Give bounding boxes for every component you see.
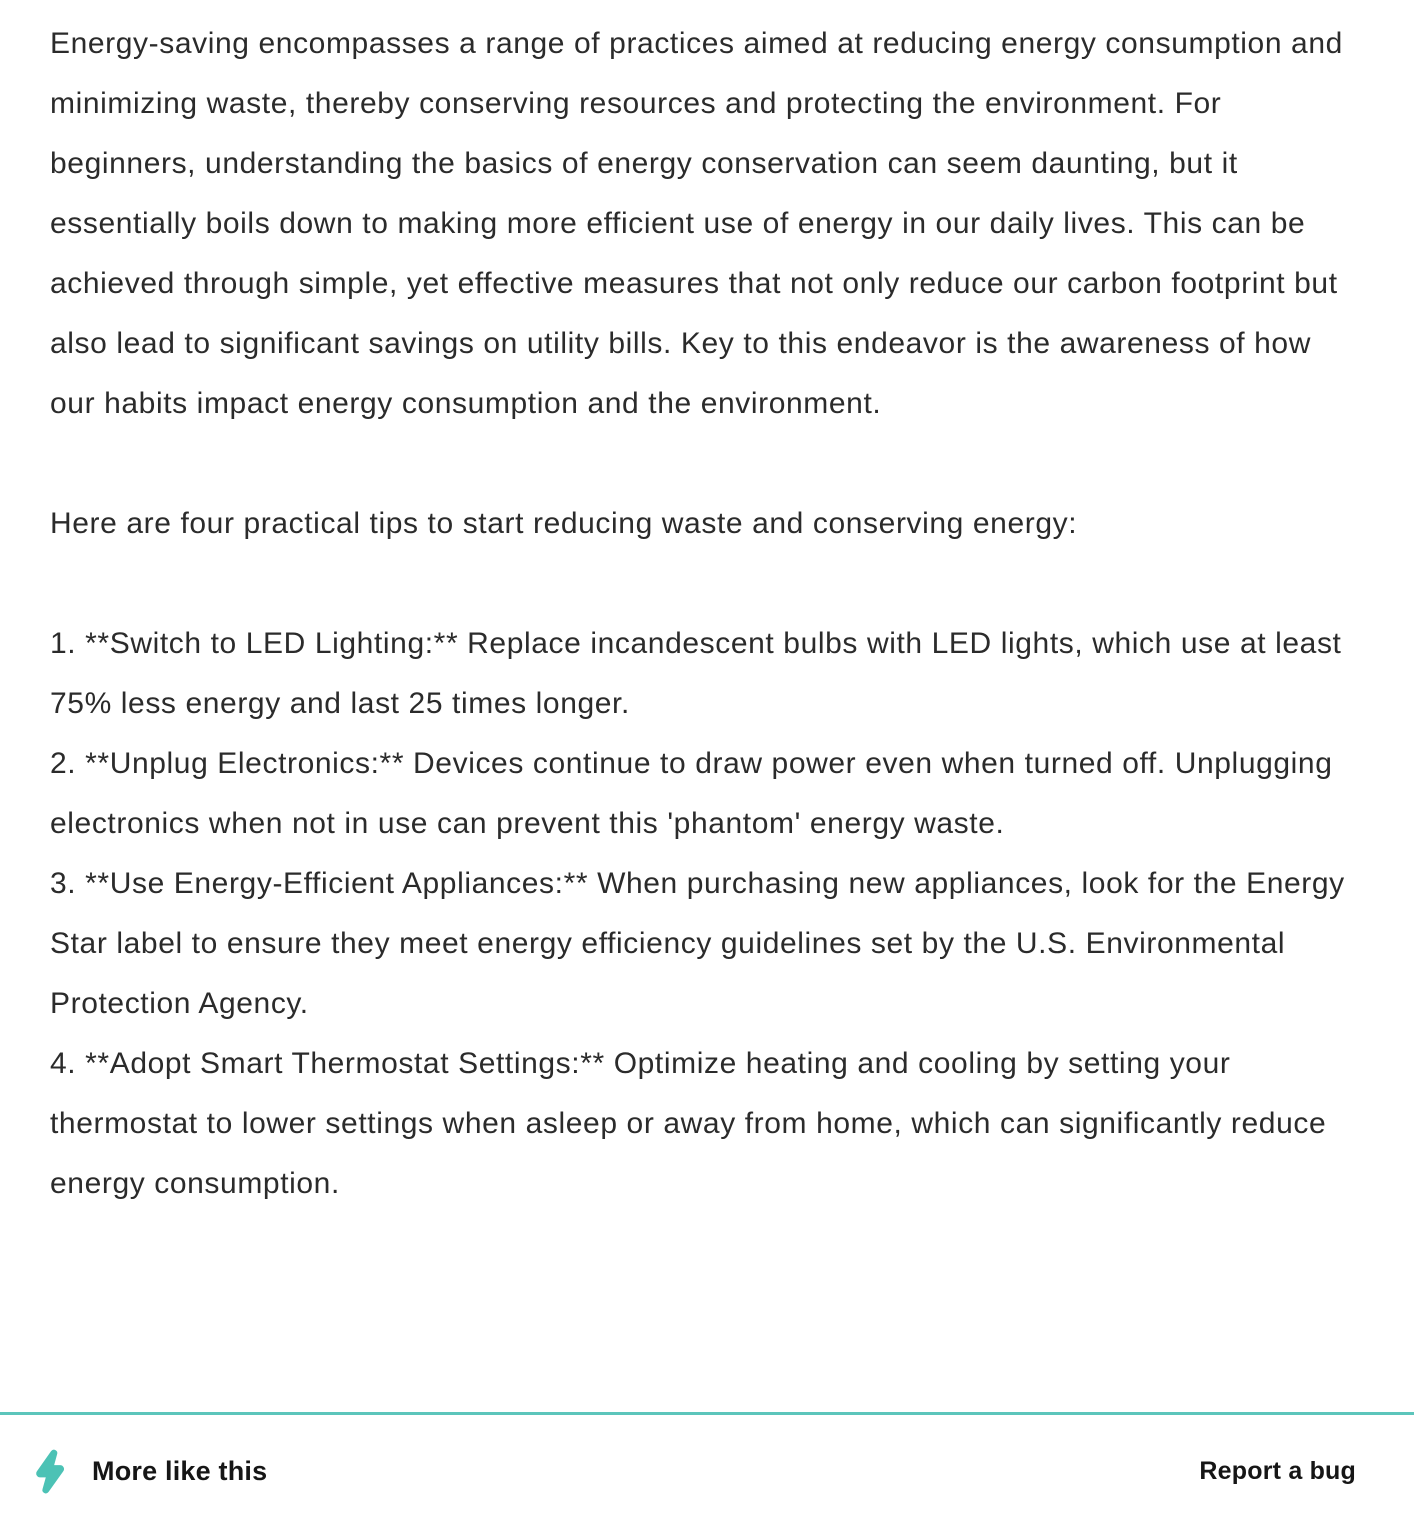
tip-item-2: 2. **Unplug Electronics:** Devices continue to draw power even when turned off. Unplugging electronics when not in use can prevent this 'phantom' energy waste. xyxy=(50,747,1333,840)
more-like-this-label: More like this xyxy=(92,1456,268,1486)
more-like-this-button[interactable] xyxy=(32,1448,267,1496)
tip-item-1: 1. **Switch to LED Lighting:** Replace incandescent bulbs with LED lights, which use at least 75% less energy and last 25 times longer. xyxy=(50,627,1342,720)
tips-heading: Here are four practical tips to start reducing waste and conserving energy: xyxy=(50,507,1078,540)
intro-paragraph: Energy-saving encompasses a range of practices aimed at reducing energy consumption and minimizing waste, thereby conserving resources and protecting the environment. For beginners, understanding the basics of energy conservation can seem daunting, but it essentially boils down to making more efficient use of energy in our daily lives. This can be achieved through simple, yet effective measures that not only reduce our carbon footprint but also lead to significant savings on utility bills. Key to this endeavor is the awareness of how our habits impact energy consumption and the environment. xyxy=(50,27,1343,420)
tip-item-3: 3. **Use Energy-Efficient Appliances:** When purchasing new appliances, look for the Energy Star label to ensure they meet energy efficiency guidelines set by the U.S. Environmental Protection Agency. xyxy=(50,867,1345,1020)
lightning-bolt-icon xyxy=(32,1448,66,1496)
footer-bar xyxy=(0,1412,1414,1528)
report-a-bug-button[interactable] xyxy=(1199,1457,1356,1486)
tip-item-4: 4. **Adopt Smart Thermostat Settings:** Optimize heating and cooling by setting your thermostat to lower settings when asleep or away from home, which can significantly reduce energy consumption. xyxy=(50,1047,1327,1200)
tips-list xyxy=(50,614,1362,1214)
report-a-bug-label: Report a bug xyxy=(1199,1457,1356,1485)
